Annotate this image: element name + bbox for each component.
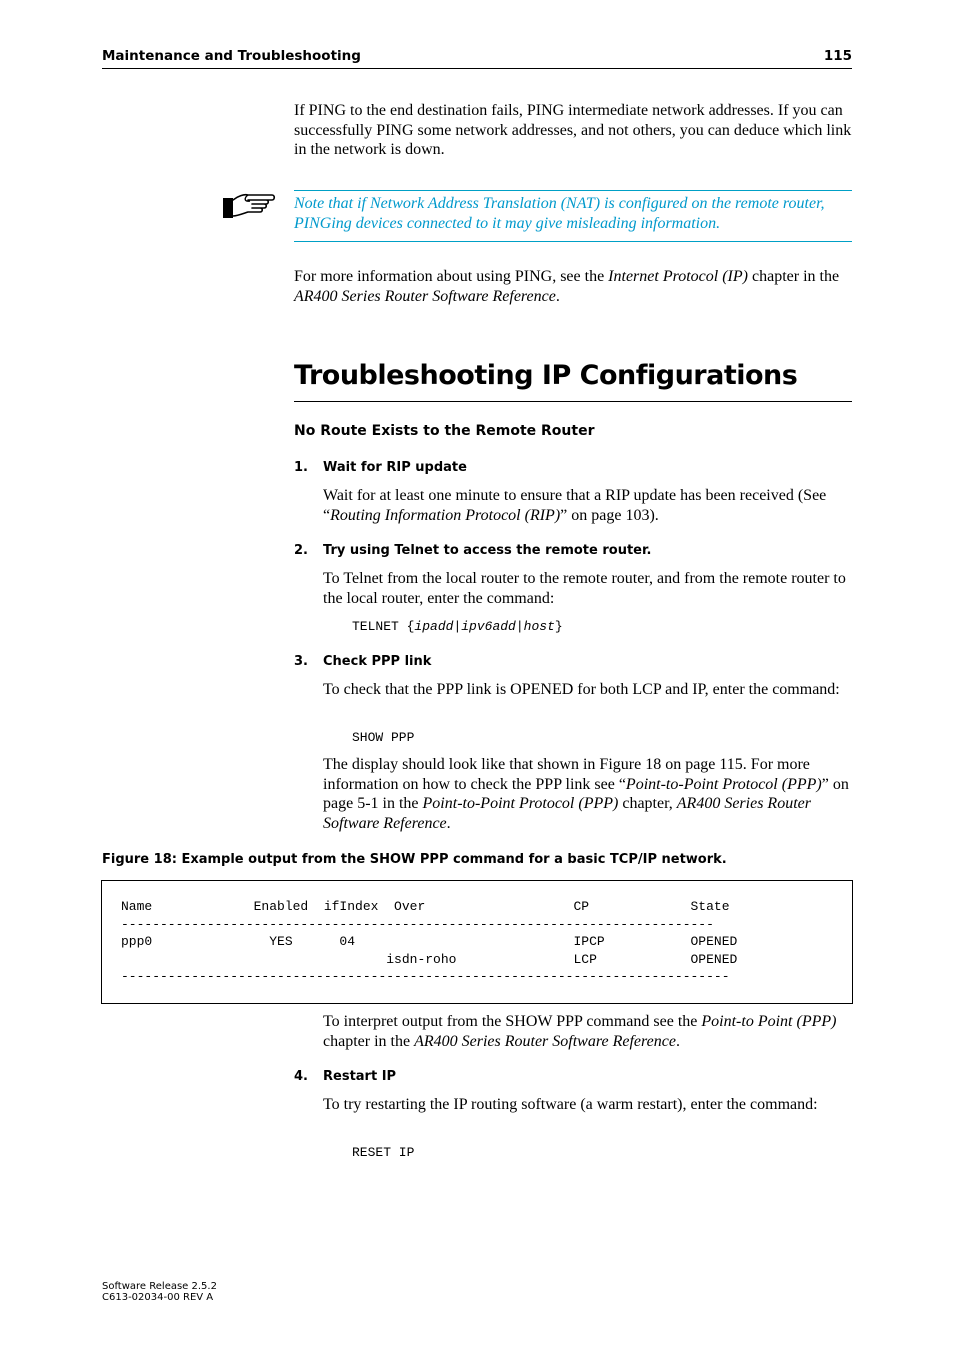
software-reference-ref: AR400 Series Router Software Reference	[294, 287, 556, 305]
step-4-body: To try restarting the IP routing software (a warm restart), enter the command:	[323, 1096, 818, 1113]
output-line: ----------------------------------------------------------------------------	[121, 916, 714, 932]
output-line: Name Enabled ifIndex Over CP State	[121, 899, 730, 914]
show-ppp-output	[121, 898, 737, 986]
step-2-body: To Telnet from the local router to the remote router, and from the remote router to the local router, enter the command:	[323, 570, 846, 607]
telnet-command: TELNET {ipadd|ipv6add|host}	[352, 619, 563, 634]
output-line: isdn-roho LCP OPENED	[121, 951, 738, 967]
note-box	[294, 190, 852, 242]
note-text: Note that if Network Address Translation (NAT) is configured on the remote router, PINGing devices connected to it may give misleading information.	[294, 195, 825, 232]
reset-ip-command: RESET IP	[352, 1145, 415, 1160]
step-2-title: 2. Try using Telnet to access the remote router.	[294, 543, 652, 558]
subsection-title: No Route Exists to the Remote Router	[294, 423, 595, 439]
output-line: ppp0 YES 04 IPCP OPENED	[121, 934, 738, 949]
show-ppp-output-box	[101, 880, 853, 1004]
header-page-number: 115	[823, 48, 852, 64]
pointing-hand-icon	[222, 190, 278, 220]
interpret-paragraph: To interpret output from the SHOW PPP command see the Point-to Point (PPP) chapter in the AR400 Series Router Software Reference.	[323, 1013, 837, 1050]
step-1-body: Wait for at least one minute to ensure that a RIP update has been received (See “Routing Information Protocol (RIP)” on page 103).	[323, 487, 827, 524]
page-footer	[102, 1281, 217, 1303]
intro-paragraph: If PING to the end destination fails, PING intermediate network addresses. If you can successfully PING some network addresses, and not others, you can deduce which link in the network is down.	[294, 102, 852, 158]
output-line: ------------------------------------------------------------------------------	[121, 969, 730, 984]
step-3-title: 3. Check PPP link	[294, 654, 432, 669]
figure-caption: Figure 18: Example output from the SHOW PPP command for a basic TCP/IP network.	[102, 852, 727, 867]
step-1-title: 1. Wait for RIP update	[294, 460, 467, 475]
show-ppp-command: SHOW PPP	[352, 730, 415, 745]
ip-chapter-ref: Internet Protocol (IP)	[608, 268, 748, 285]
step-4-title: 4. Restart IP	[294, 1069, 397, 1084]
footer-release: Software Release 2.5.2	[102, 1281, 217, 1292]
section-title: Troubleshooting IP Configurations	[294, 360, 852, 402]
footer-doc-id: C613-02034-00 REV A	[102, 1292, 214, 1303]
more-info-paragraph: For more information about using PING, see the Internet Protocol (IP) chapter in the AR400 Series Router Software Reference.	[294, 268, 840, 305]
step-3-display-paragraph: The display should look like that shown in Figure 18 on page 115. For more information on how to check the PPP link see “Point-to-Point Protocol (PPP)” on page 5-1 in the Point-to-Point Protocol (PPP) chapter, AR400 Series Router Software Reference.	[323, 756, 849, 832]
running-header	[102, 48, 852, 69]
step-3-body: To check that the PPP link is OPENED for both LCP and IP, enter the command:	[323, 681, 840, 698]
header-section-title: Maintenance and Troubleshooting	[102, 48, 361, 64]
